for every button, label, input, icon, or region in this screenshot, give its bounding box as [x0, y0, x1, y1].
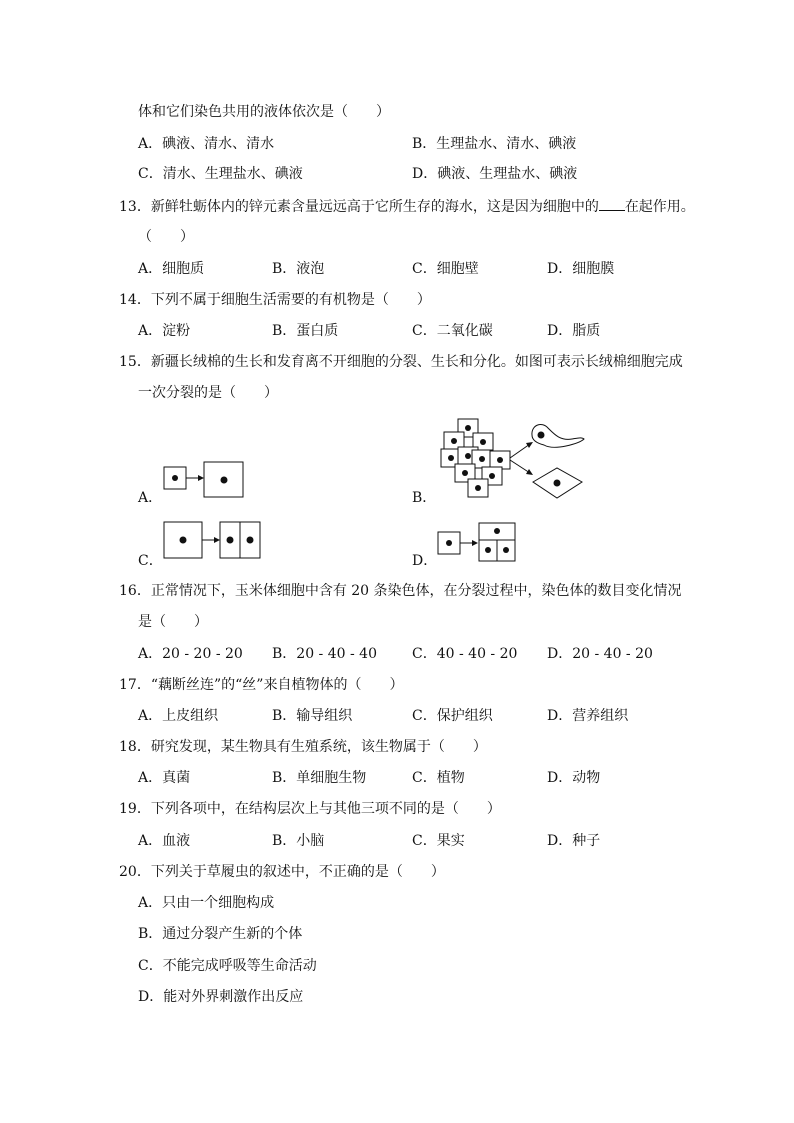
q19-option-c[interactable]: C．果实	[412, 833, 465, 849]
q18-option-b[interactable]: B．单细胞生物	[272, 770, 367, 786]
q19-stem: 19．下列各项中，在结构层次上与其他三项不同的是（ ）	[119, 801, 501, 817]
q17-option-d[interactable]: D．营养组织	[547, 708, 629, 724]
q15-option-d[interactable]: D．	[412, 553, 438, 569]
q16-option-c[interactable]: C．40 - 40 - 20	[412, 646, 518, 662]
q19-option-d[interactable]: D．种子	[547, 833, 601, 849]
q15-stem-cont: 一次分裂的是（ ）	[138, 385, 278, 401]
q13-stem	[119, 198, 695, 215]
q12-stem-cont: 体和它们染色共用的液体依次是（ ）	[138, 104, 390, 120]
q18-option-a[interactable]: A．真菌	[138, 770, 191, 786]
q16-option-a[interactable]: A．20 - 20 - 20	[138, 646, 243, 662]
q13-option-a[interactable]: A．细胞质	[138, 261, 205, 277]
q18-option-d[interactable]: D．动物	[547, 770, 601, 786]
q20-stem: 20．下列关于草履虫的叙述中，不正确的是（ ）	[119, 864, 445, 880]
q14-stem: 14．下列不属于细胞生活需要的有机物是（ ）	[119, 292, 431, 308]
q14-option-c[interactable]: C．二氧化碳	[412, 323, 493, 339]
diagram-d-cell-division	[434, 520, 524, 564]
q17-option-c[interactable]: C．保护组织	[412, 708, 493, 724]
q16-stem-cont: 是（ ）	[138, 614, 208, 630]
q12-option-d[interactable]: D．碘液、生理盐水、碘液	[412, 166, 578, 182]
q13-option-d[interactable]: D．细胞膜	[547, 261, 615, 277]
q14-option-b[interactable]: B．蛋白质	[272, 323, 339, 339]
q15-option-b[interactable]: B．	[412, 490, 437, 506]
q13-stem-part-a: 13．新鲜牡蛎体内的锌元素含量远远高于它所生存的海水，这是因为细胞中的	[119, 199, 599, 215]
diagram-b-cell-differentiation	[438, 418, 588, 500]
q19-option-b[interactable]: B．小脑	[272, 833, 325, 849]
q20-option-c[interactable]: C．不能完成呼吸等生命活动	[138, 958, 317, 974]
q13-stem-part-b: 在起作用。	[624, 199, 695, 215]
q13-option-b[interactable]: B．液泡	[272, 261, 325, 277]
q18-option-c[interactable]: C．植物	[412, 770, 465, 786]
q17-option-a[interactable]: A．上皮组织	[138, 708, 219, 724]
q15-stem: 15．新疆长绒棉的生长和发育离不开细胞的分裂、生长和分化。如图可表示长绒棉细胞完成	[119, 354, 683, 370]
q13-option-c[interactable]: C．细胞壁	[412, 261, 479, 277]
q17-stem: 17．“藕断丝连”的“丝”来自植物体的（ ）	[119, 677, 404, 693]
q20-option-d[interactable]: D．能对外界刺激作出反应	[138, 989, 304, 1005]
q19-option-a[interactable]: A．血液	[138, 833, 191, 849]
q16-option-b[interactable]: B．20 - 40 - 40	[272, 646, 377, 662]
q18-stem: 18．研究发现，某生物具有生殖系统，该生物属于（ ）	[119, 739, 487, 755]
q12-option-c[interactable]: C．清水、生理盐水、碘液	[138, 166, 303, 182]
q20-option-a[interactable]: A．只由一个细胞构成	[138, 895, 275, 911]
diagram-a-cell-growth	[160, 460, 250, 500]
q14-option-d[interactable]: D．脂质	[547, 323, 601, 339]
q12-option-b[interactable]: B．生理盐水、清水、碘液	[412, 136, 577, 152]
q12-option-a[interactable]: A．碘液、清水、清水	[138, 136, 275, 152]
q20-option-b[interactable]: B．通过分裂产生新的个体	[138, 926, 303, 942]
diagram-c-cell-division	[160, 518, 266, 562]
q13-stem-cont: （ ）	[138, 229, 194, 245]
q14-option-a[interactable]: A．淀粉	[138, 323, 191, 339]
q15-option-a[interactable]: A．	[138, 490, 163, 506]
q17-option-b[interactable]: B．输导组织	[272, 708, 353, 724]
answer-blank	[599, 198, 625, 211]
q16-stem: 16．正常情况下，玉米体细胞中含有 20 条染色体，在分裂过程中，染色体的数目变化情况	[119, 583, 682, 599]
q16-option-d[interactable]: D．20 - 40 - 20	[547, 646, 653, 662]
q15-option-c[interactable]: C．	[138, 553, 163, 569]
